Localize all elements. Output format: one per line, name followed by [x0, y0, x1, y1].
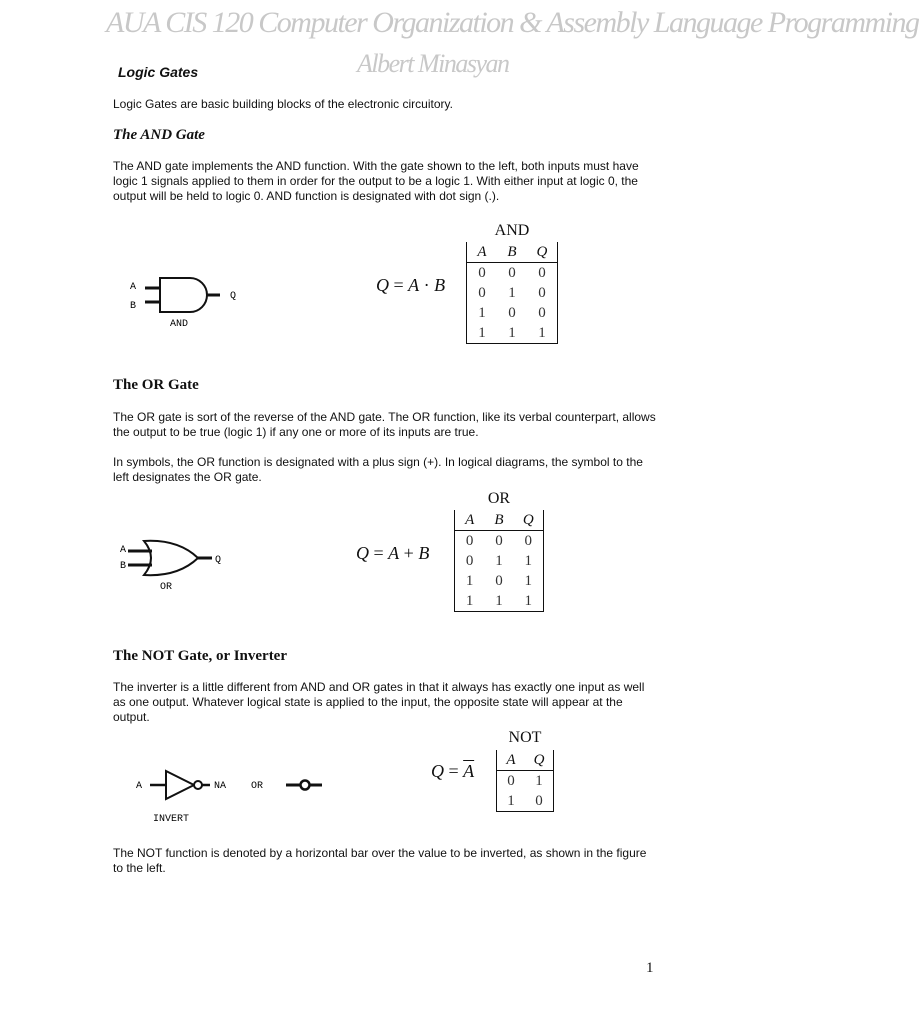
or-truth-table: A B Q 0 0 0 0 1 1 1 0 1 1 1 1 [454, 510, 544, 612]
table-row: 0 0 0 [465, 532, 533, 549]
table-row: 0 1 [507, 772, 543, 789]
not-gate-diagram [130, 765, 350, 827]
and-equation: Q = A · B [376, 275, 446, 295]
table-row: 0 1 0 [478, 284, 546, 301]
not-output-na: NA [214, 781, 227, 792]
inverter-icon [150, 771, 210, 799]
and-table-title: AND [494, 222, 530, 239]
or-gate-diagram [118, 535, 238, 595]
and-input-a: A [130, 282, 137, 293]
table-row: 0 0 0 [478, 264, 546, 281]
not-input-a: A [136, 781, 143, 792]
page-number: 1 [646, 960, 654, 976]
or-caption: OR [160, 582, 173, 593]
intro-text: Logic Gates are basic building blocks of the electronic circuitory. [113, 97, 453, 111]
and-truth-table: A B Q 0 0 0 0 1 0 1 0 0 1 1 1 [466, 242, 558, 344]
not-paragraph: The inverter is a little different from AND and OR gates in that it always has exactly one input as well as one output. Whatever logical state is applied to the input, the opposite state will appear at the output. [113, 680, 645, 724]
not-footer-paragraph: The NOT function is denoted by a horizontal bar over the value to be inverted, as shown in the figure to the left. [113, 846, 647, 875]
not-caption: INVERT [153, 814, 190, 825]
table-row: 1 1 1 [465, 592, 533, 609]
not-table-title: NOT [508, 729, 542, 746]
table-row: 1 0 [507, 792, 543, 809]
table-row: 1 1 1 [478, 324, 546, 341]
table-row: 1 0 1 [465, 572, 533, 589]
or-output-q: Q [215, 555, 222, 566]
author-watermark: Albert Minasyan [357, 49, 509, 78]
and-paragraph: The AND gate implements the AND function. With the gate shown to the left, both inputs must have logic 1 signals applied to them in order for the output to be a logic 1. With either input at logic 0, the output will be held to logic 0. AND function is designated with dot sign (.). [113, 159, 639, 203]
page-title: Logic Gates [118, 64, 199, 80]
and-input-b: B [130, 301, 137, 312]
or-input-b: B [120, 561, 127, 572]
table-row: 1 0 0 [478, 304, 546, 321]
not-heading: The NOT Gate, or Inverter [113, 648, 288, 664]
and-heading: The AND Gate [113, 127, 205, 143]
inverter-bubble-icon [286, 781, 322, 790]
or-gate-icon [128, 541, 212, 575]
or-input-a: A [120, 545, 127, 556]
course-watermark: AUA CIS 120 Computer Organization & Assembly Language Programming [106, 6, 919, 39]
or-paragraph-2: In symbols, the OR function is designated with a plus sign (+). In logical diagrams, the symbol to the left designates the OR gate. [113, 455, 643, 484]
or-paragraph-1: The OR gate is sort of the reverse of the AND gate. The OR function, like its verbal counterpart, allows the output to be true (logic 1) if any one or more of its inputs are true. [113, 410, 656, 439]
or-equation: Q = A + B [356, 543, 430, 563]
not-or-text: OR [251, 781, 264, 792]
and-caption: AND [170, 319, 189, 330]
or-table-title: OR [487, 490, 511, 507]
or-heading: The OR Gate [113, 377, 199, 393]
and-output-q: Q [230, 291, 237, 302]
table-row: 0 1 1 [465, 552, 533, 569]
and-gate-diagram [120, 268, 260, 332]
and-gate-icon [145, 278, 220, 312]
not-truth-table: A Q 0 1 1 0 [496, 750, 554, 812]
not-equation: $Q = \overline{A}$ [431, 761, 475, 781]
